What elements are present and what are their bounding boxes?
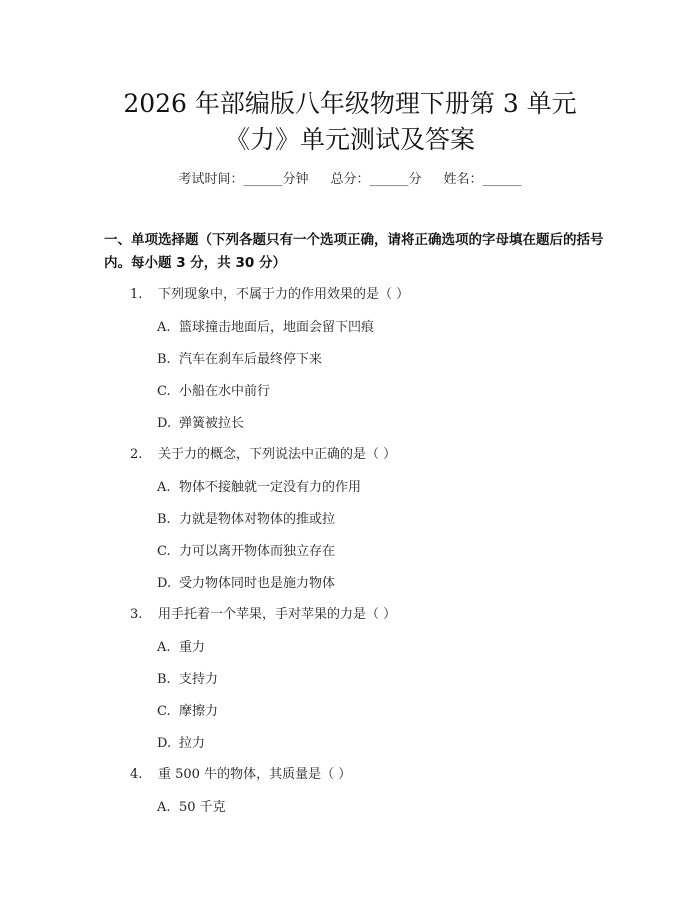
option-text: 摩擦力	[179, 704, 219, 719]
question-1	[130, 283, 409, 302]
question-number: 3.	[130, 607, 143, 622]
option-text: 力就是物体对物体的推或拉	[179, 512, 336, 527]
option-2b	[157, 508, 335, 527]
question-number: 2.	[130, 447, 143, 462]
option-letter: B.	[157, 352, 171, 367]
option-letter: D.	[157, 736, 172, 751]
option-text: 篮球撞击地面后，地面会留下凹痕	[179, 320, 375, 335]
option-2d	[157, 572, 335, 591]
exam-time-field: 考试时间：______分钟	[178, 172, 309, 187]
option-text: 重力	[179, 640, 206, 655]
page-title: 2026 年部编版八年级物理下册第 3 单元	[123, 89, 577, 118]
option-text: 受力物体同时也是施力物体	[179, 576, 336, 591]
option-3a	[157, 636, 205, 655]
option-1a	[157, 316, 374, 335]
exam-info-line	[0, 168, 700, 187]
option-text: 50 千克	[179, 800, 226, 815]
question-2	[130, 443, 396, 462]
section-heading: 一、单项选择题（下列各题只有一个选项正确，请将正确选项的字母填在题后的括号内。每小题 3 分，共 30 分）	[104, 232, 604, 271]
question-number: 4.	[130, 767, 143, 782]
option-text: 小船在水中前行	[179, 384, 271, 399]
option-text: 拉力	[179, 736, 206, 751]
option-text: 弹簧被拉长	[179, 416, 245, 431]
option-letter: D.	[157, 576, 172, 591]
option-letter: C.	[157, 384, 171, 399]
page-subtitle: 《力》单元测试及答案	[224, 125, 475, 154]
option-text: 支持力	[179, 672, 219, 687]
option-letter: D.	[157, 416, 172, 431]
option-letter: A.	[157, 480, 171, 495]
option-text: 物体不接触就一定没有力的作用	[179, 480, 362, 495]
option-1d	[157, 412, 244, 431]
question-text: 用手托着一个苹果，手对苹果的力是（ ）	[158, 607, 397, 622]
question-number: 1.	[130, 287, 143, 302]
option-letter: A.	[157, 800, 171, 815]
question-4	[130, 763, 351, 782]
option-1c	[157, 380, 270, 399]
question-text: 下列现象中，不属于力的作用效果的是（ ）	[158, 287, 410, 302]
option-text: 力可以离开物体而独立存在	[179, 544, 336, 559]
option-letter: B.	[157, 512, 171, 527]
question-3	[130, 603, 396, 622]
option-3b	[157, 668, 218, 687]
option-letter: C.	[157, 544, 171, 559]
option-letter: B.	[157, 672, 171, 687]
option-1b	[157, 348, 322, 367]
option-3c	[157, 700, 218, 719]
option-2c	[157, 540, 335, 559]
option-4a	[157, 796, 226, 815]
option-letter: C.	[157, 704, 171, 719]
option-3d	[157, 732, 205, 751]
option-letter: A.	[157, 320, 171, 335]
option-text: 汽车在刹车后最终停下来	[179, 352, 323, 367]
question-text: 重 500 牛的物体，其质量是（ ）	[158, 767, 352, 782]
name-field: 姓名：______	[443, 172, 522, 187]
option-2a	[157, 476, 361, 495]
total-score-field: 总分：______分	[330, 172, 422, 187]
option-letter: A.	[157, 640, 171, 655]
question-text: 关于力的概念，下列说法中正确的是（ ）	[158, 447, 397, 462]
